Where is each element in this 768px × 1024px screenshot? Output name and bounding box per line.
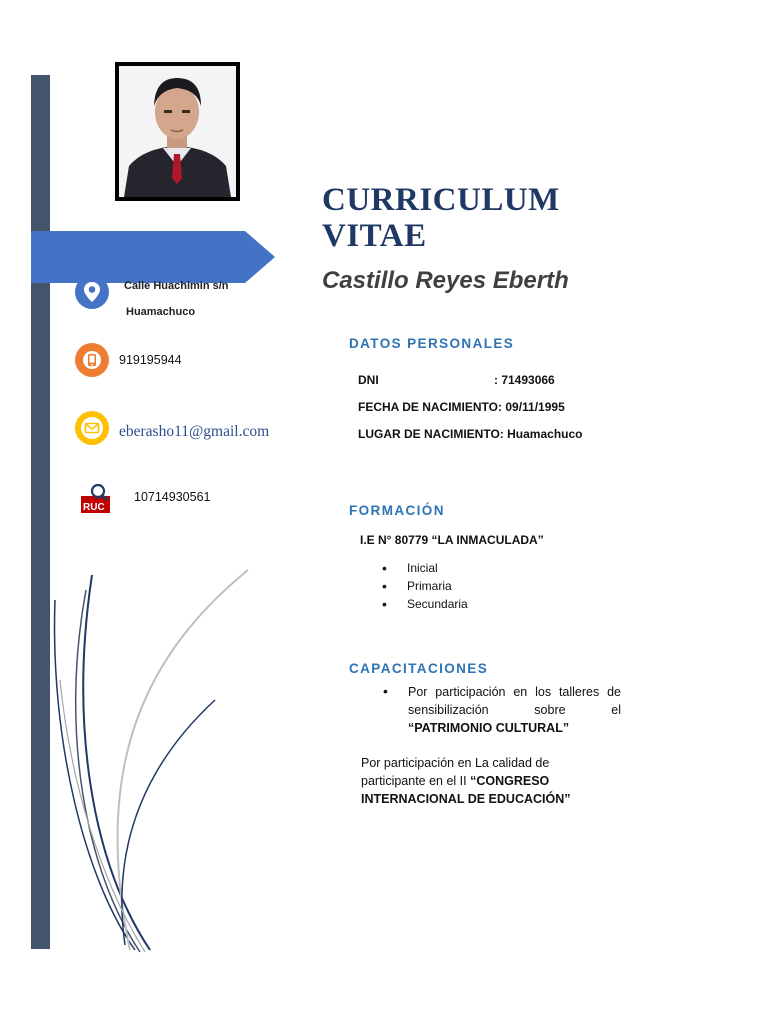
email-address: eberasho11@gmail.com bbox=[119, 423, 270, 440]
phone-number: 919195944 bbox=[119, 353, 182, 367]
location-pin-icon bbox=[75, 275, 109, 309]
list-item: • Primaria bbox=[380, 577, 468, 595]
training-item-2-title: “CONGRESO INTERNACIONAL DE EDUCACIÓN” bbox=[361, 774, 571, 806]
birth-date-value: 09/11/1995 bbox=[505, 400, 565, 414]
training-item-1-title: “PATRIMONIO CULTURAL” bbox=[408, 721, 570, 735]
address-line-2: Huamachuco bbox=[126, 306, 196, 318]
birth-date-field bbox=[358, 400, 565, 414]
training-item-2-text: Por participación en La calidad de participante en el II bbox=[361, 756, 550, 788]
title-line-2: VITAE bbox=[322, 218, 427, 254]
education-levels-list bbox=[380, 559, 468, 613]
education-heading: FORMACIÓN bbox=[349, 503, 445, 518]
address-line-1: Calle Huachimin s/n bbox=[124, 280, 229, 292]
personal-data-heading: DATOS PERSONALES bbox=[349, 336, 515, 351]
training-item-2 bbox=[361, 754, 591, 808]
birth-place-field bbox=[358, 427, 582, 441]
header-ribbon bbox=[31, 231, 275, 283]
ruc-search-logo bbox=[81, 483, 110, 513]
full-name: Castillo Reyes Eberth bbox=[322, 267, 569, 294]
decorative-curves bbox=[0, 560, 260, 960]
training-heading: CAPACITACIONES bbox=[349, 661, 489, 676]
profile-photo bbox=[115, 62, 240, 201]
dni-label: DNI bbox=[358, 373, 379, 387]
envelope-icon bbox=[75, 411, 109, 445]
title-line-1: CURRICULUM bbox=[322, 182, 560, 218]
birth-date-label: FECHA DE NACIMIENTO: bbox=[358, 400, 502, 414]
ruc-logo-text: RUC bbox=[83, 502, 105, 513]
phone-icon bbox=[75, 343, 109, 377]
dni-field bbox=[358, 373, 555, 387]
list-item: • Secundaria bbox=[380, 595, 468, 613]
bullet: • bbox=[383, 683, 388, 699]
training-item-1 bbox=[408, 683, 621, 737]
birth-place-label: LUGAR DE NACIMIENTO: bbox=[358, 427, 504, 441]
training-item-1-text: Por participación en los talleres de sensibilización sobre el bbox=[408, 685, 621, 717]
school-name: I.E N° 80779 “LA INMACULADA” bbox=[360, 533, 544, 547]
list-item: • Inicial bbox=[380, 559, 468, 577]
page-title bbox=[322, 182, 560, 254]
ruc-number: 10714930561 bbox=[134, 490, 211, 504]
dni-value: : 71493066 bbox=[494, 373, 555, 387]
birth-place-value: Huamachuco bbox=[507, 427, 583, 441]
